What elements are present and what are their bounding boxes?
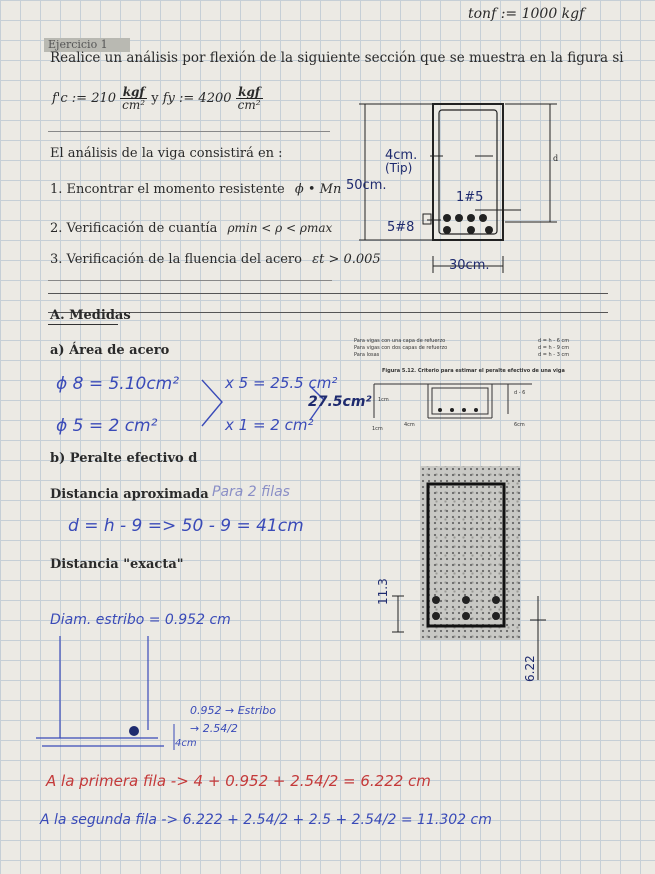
fig-label-5n8: 5#8 xyxy=(387,220,415,235)
divider xyxy=(48,312,608,313)
item-2: 2. Verificación de cuantía ρmin < ρ < ρmax xyxy=(50,221,333,236)
section-heading-medidas: A. Medidas xyxy=(50,308,131,323)
tonf-definition: tonf := 1000 kgf xyxy=(468,6,585,22)
exercise-tag: Ejercicio 1 xyxy=(44,38,130,52)
fig-label-50cm: 50cm. xyxy=(346,178,387,193)
underline xyxy=(48,324,118,325)
fig-label-tip: (Tip) xyxy=(385,161,413,175)
book-4cm-label: 4cm xyxy=(404,422,415,428)
hand-2-54-half: → 2.54/2 xyxy=(190,722,238,735)
exercise-prompt: Realice un análisis por flexión de la siguiente sección que se muestra en la figura si xyxy=(50,50,624,66)
hand-estribo: 0.952 → Estribo xyxy=(190,704,276,717)
hand-6-22: 6.22 xyxy=(523,655,537,682)
hand-area-phi8: ϕ 8 = 5.10cm² xyxy=(56,374,180,394)
hand-11-3: 11.3 xyxy=(376,578,390,605)
hand-area-total: 27.5cm² xyxy=(308,394,372,410)
fig-label-1n5: 1#5 xyxy=(456,190,484,205)
fig-label-30cm: 30cm. xyxy=(449,258,490,273)
book-figure xyxy=(368,378,538,436)
hand-4cm: 4cm xyxy=(175,738,197,749)
stirrup-sketch xyxy=(32,630,212,750)
hand-segunda-fila: A la segunda fila -> 6.222 + 2.54/2 + 2.5 + 2.54/2 = 11.302 cm xyxy=(40,812,492,828)
book-line-2-value: d = h - 9 cm xyxy=(538,345,570,351)
hand-para-2-filas: Para 2 filas xyxy=(212,484,290,500)
item-1: 1. Encontrar el momento resistente ϕ • Mn xyxy=(50,182,342,197)
book-d6-label: d - 6 xyxy=(514,390,526,396)
hand-d-approx: d = h - 9 => 50 - 9 = 41cm xyxy=(68,516,304,536)
fy-value: fy := 4200 xyxy=(162,91,232,106)
book-1cm-label-2: 1cm xyxy=(372,426,383,432)
aprox-heading: Distancia aproximada xyxy=(50,487,209,502)
book-line-3-value: d = h - 3 cm xyxy=(538,352,570,358)
book-6cm-label: 6cm xyxy=(514,422,525,428)
item-3: 3. Verificación de la fluencia del acero εt > 0.005 xyxy=(50,252,381,267)
divider xyxy=(48,293,608,294)
hand-primera-fila: A la primera fila -> 4 + 0.952 + 2.54/2 = 6.222 cm xyxy=(46,772,431,790)
book-line-3: Para losas xyxy=(354,352,380,358)
hand-area-phi5: ϕ 5 = 2 cm² xyxy=(56,416,158,436)
book-line-2: Para vigas con dos capas de refuerzo xyxy=(354,345,448,351)
fig-label-4cm: 4cm. xyxy=(385,148,418,163)
fc-value: f'c := 210 xyxy=(52,91,117,106)
book-line-1: Para vigas con una capa de refuerzo xyxy=(354,338,446,344)
hand-area-phi8-total: x 5 = 25.5 cm² xyxy=(225,374,338,392)
exacta-heading: Distancia "exacta" xyxy=(50,557,184,572)
material-properties xyxy=(52,86,263,111)
hand-diam-estribo: Diam. estribo = 0.952 cm xyxy=(50,612,231,628)
fy-units: $\frac{\text{kgf}}{\text{cm²}}$ xyxy=(237,85,261,112)
peralte-heading: b) Peralte efectivo d xyxy=(50,451,198,466)
divider xyxy=(48,131,330,132)
divider xyxy=(48,280,332,281)
fig-label-d: d xyxy=(553,154,559,163)
conjunction-y: y xyxy=(151,91,159,106)
book-1cm-label: 1cm xyxy=(378,397,389,403)
book-caption: Figura 5.12. Criterio para estimar el peralte efectivo de una viga xyxy=(382,368,565,374)
area-heading: a) Área de acero xyxy=(50,343,170,358)
fc-units: $\frac{\text{kgf}}{\text{cm²}}$ xyxy=(122,85,146,112)
book-line-1-value: d = h - 6 cm xyxy=(538,338,570,344)
analysis-intro: El análisis de la viga consistirá en : xyxy=(50,146,283,161)
hand-area-phi5-total: x 1 = 2 cm² xyxy=(225,416,314,434)
